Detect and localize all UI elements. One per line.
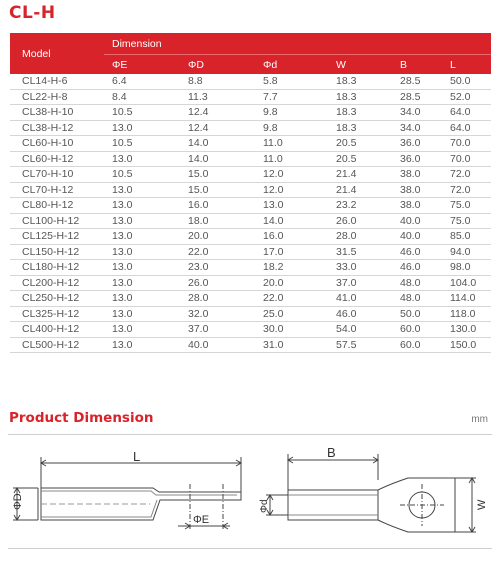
- header-model: Model: [10, 33, 104, 74]
- column-header: ΦD: [180, 55, 255, 75]
- table-row: [10, 136, 491, 152]
- dimension-cell: 15.0: [180, 182, 255, 198]
- dimension-cell: 64.0: [442, 120, 491, 136]
- dimension-cell: 36.0: [392, 151, 442, 167]
- unit-label: mm: [471, 414, 488, 425]
- dimension-cell: 85.0: [442, 229, 491, 245]
- dimension-cell: 13.0: [104, 306, 180, 322]
- dimension-cell: 13.0: [104, 120, 180, 136]
- dimension-cell: 9.8: [255, 120, 328, 136]
- table-header: [10, 33, 491, 74]
- hole-diameter-label: ΦE: [193, 514, 210, 526]
- dimension-cell: 9.8: [255, 105, 328, 121]
- dimension-cell: 8.8: [180, 74, 255, 89]
- dimension-cell: 7.7: [255, 89, 328, 105]
- column-header: L: [442, 55, 491, 75]
- table-row: [10, 151, 491, 167]
- length-label: L: [133, 449, 141, 464]
- dimension-cell: 54.0: [328, 322, 392, 338]
- dimension-cell: 26.0: [180, 275, 255, 291]
- model-cell: CL500-H-12: [10, 337, 104, 353]
- dimension-cell: 104.0: [442, 275, 491, 291]
- dimension-cell: 32.0: [180, 306, 255, 322]
- model-cell: CL60-H-12: [10, 151, 104, 167]
- dimension-cell: 38.0: [392, 182, 442, 198]
- dimension-cell: 18.3: [328, 74, 392, 89]
- column-header: Φd: [255, 55, 328, 75]
- dimension-cell: 31.5: [328, 244, 392, 260]
- section-divider: [8, 434, 492, 435]
- dimension-cell: 50.0: [392, 306, 442, 322]
- dimension-cell: 13.0: [104, 322, 180, 338]
- dimension-cell: 25.0: [255, 306, 328, 322]
- dimension-cell: 22.0: [255, 291, 328, 307]
- dimension-cell: 20.0: [255, 275, 328, 291]
- dimension-cell: 28.0: [328, 229, 392, 245]
- dimension-cell: 13.0: [104, 198, 180, 214]
- column-header: ΦE: [104, 55, 180, 75]
- dimension-cell: 10.5: [104, 105, 180, 121]
- table-row: [10, 74, 491, 89]
- dimension-cell: 130.0: [442, 322, 491, 338]
- dimension-cell: 12.0: [255, 167, 328, 183]
- dimension-cell: 14.0: [255, 213, 328, 229]
- table-row: [10, 229, 491, 245]
- dimension-cell: 6.4: [104, 74, 180, 89]
- table-row: [10, 120, 491, 136]
- dimension-cell: 14.0: [180, 151, 255, 167]
- dimension-cell: 40.0: [392, 213, 442, 229]
- dimension-cell: 11.0: [255, 151, 328, 167]
- dimension-cell: 13.0: [104, 213, 180, 229]
- column-header: B: [392, 55, 442, 75]
- table-body: [10, 74, 491, 353]
- dimension-cell: 118.0: [442, 306, 491, 322]
- dimension-cell: 72.0: [442, 182, 491, 198]
- dimension-cell: 18.0: [180, 213, 255, 229]
- dimension-cell: 11.3: [180, 89, 255, 105]
- dimension-cell: 34.0: [392, 105, 442, 121]
- dimension-cell: 30.0: [255, 322, 328, 338]
- dimension-cell: 13.0: [104, 229, 180, 245]
- dimension-cell: 13.0: [255, 198, 328, 214]
- dimension-cell: 98.0: [442, 260, 491, 276]
- table-row: [10, 260, 491, 276]
- table-row: [10, 306, 491, 322]
- dimension-cell: 41.0: [328, 291, 392, 307]
- dimension-cell: 16.0: [255, 229, 328, 245]
- dimension-cell: 18.3: [328, 120, 392, 136]
- dimension-cell: 150.0: [442, 337, 491, 353]
- dimension-cell: 64.0: [442, 105, 491, 121]
- model-cell: CL22-H-8: [10, 89, 104, 105]
- dimension-cell: 46.0: [328, 306, 392, 322]
- dimension-cell: 15.0: [180, 167, 255, 183]
- table-row: [10, 322, 491, 338]
- dimension-cell: 50.0: [442, 74, 491, 89]
- dimension-cell: 16.0: [180, 198, 255, 214]
- model-cell: CL60-H-10: [10, 136, 104, 152]
- model-cell: CL250-H-12: [10, 291, 104, 307]
- dimension-cell: 12.4: [180, 120, 255, 136]
- dimension-cell: 37.0: [328, 275, 392, 291]
- dimension-cell: 18.2: [255, 260, 328, 276]
- dimension-cell: 12.0: [255, 182, 328, 198]
- top-view-diagram: [250, 440, 495, 540]
- dimension-cell: 37.0: [180, 322, 255, 338]
- dimension-cell: 12.4: [180, 105, 255, 121]
- model-cell: CL150-H-12: [10, 244, 104, 260]
- table-row: [10, 275, 491, 291]
- barrel-length-label: B: [327, 445, 336, 460]
- dimension-cell: 114.0: [442, 291, 491, 307]
- dimension-cell: 10.5: [104, 136, 180, 152]
- dimension-cell: 60.0: [392, 337, 442, 353]
- dimension-cell: 94.0: [442, 244, 491, 260]
- table-row: [10, 89, 491, 105]
- dimension-cell: 48.0: [392, 291, 442, 307]
- width-label: W: [476, 499, 488, 510]
- dimension-cell: 75.0: [442, 213, 491, 229]
- dimension-cell: 70.0: [442, 151, 491, 167]
- dimension-cell: 52.0: [442, 89, 491, 105]
- dimension-cell: 11.0: [255, 136, 328, 152]
- model-cell: CL325-H-12: [10, 306, 104, 322]
- dimension-cell: 48.0: [392, 275, 442, 291]
- model-cell: CL200-H-12: [10, 275, 104, 291]
- dimension-cell: 13.0: [104, 260, 180, 276]
- model-cell: CL125-H-12: [10, 229, 104, 245]
- dimension-cell: 21.4: [328, 167, 392, 183]
- dimension-cell: 46.0: [392, 260, 442, 276]
- dimension-cell: 20.0: [180, 229, 255, 245]
- dimension-cell: 21.4: [328, 182, 392, 198]
- table-row: [10, 167, 491, 183]
- model-cell: CL38-H-10: [10, 105, 104, 121]
- dimension-cell: 18.3: [328, 105, 392, 121]
- dimension-cell: 5.8: [255, 74, 328, 89]
- dimension-cell: 46.0: [392, 244, 442, 260]
- dimension-cell: 38.0: [392, 167, 442, 183]
- dimension-cell: 13.0: [104, 151, 180, 167]
- model-cell: CL400-H-12: [10, 322, 104, 338]
- table-row: [10, 337, 491, 353]
- dimension-cell: 70.0: [442, 136, 491, 152]
- dimension-cell: 17.0: [255, 244, 328, 260]
- dimension-cell: 75.0: [442, 198, 491, 214]
- dimension-cell: 57.5: [328, 337, 392, 353]
- dimension-cell: 33.0: [328, 260, 392, 276]
- dimension-cell: 13.0: [104, 275, 180, 291]
- dimension-cell: 13.0: [104, 337, 180, 353]
- header-dimension: Dimension: [104, 33, 491, 55]
- bore-diameter-label: ΦD: [12, 493, 24, 510]
- table-row: [10, 182, 491, 198]
- dimension-cell: 28.5: [392, 89, 442, 105]
- dimension-cell: 18.3: [328, 89, 392, 105]
- model-cell: CL80-H-12: [10, 198, 104, 214]
- dimension-cell: 8.4: [104, 89, 180, 105]
- table-row: [10, 213, 491, 229]
- model-cell: CL180-H-12: [10, 260, 104, 276]
- dimension-cell: 13.0: [104, 182, 180, 198]
- dimension-cell: 22.0: [180, 244, 255, 260]
- dimension-cell: 40.0: [180, 337, 255, 353]
- inner-diameter-label: Φd: [259, 499, 270, 513]
- spec-table: [10, 33, 491, 353]
- model-cell: CL38-H-12: [10, 120, 104, 136]
- dimension-cell: 10.5: [104, 167, 180, 183]
- model-cell: CL14-H-6: [10, 74, 104, 89]
- model-cell: CL100-H-12: [10, 213, 104, 229]
- dimension-cell: 20.5: [328, 151, 392, 167]
- table-row: [10, 244, 491, 260]
- dimension-cell: 31.0: [255, 337, 328, 353]
- dimension-cell: 14.0: [180, 136, 255, 152]
- dimension-cell: 72.0: [442, 167, 491, 183]
- section-title: Product Dimension: [9, 410, 154, 426]
- dimension-cell: 26.0: [328, 213, 392, 229]
- dimension-cell: 38.0: [392, 198, 442, 214]
- side-view-diagram: [5, 440, 245, 540]
- dimension-cell: 40.0: [392, 229, 442, 245]
- table-row: [10, 291, 491, 307]
- page-title: CL-H: [9, 3, 56, 23]
- model-cell: CL70-H-12: [10, 182, 104, 198]
- dimension-cell: 28.0: [180, 291, 255, 307]
- dimension-cell: 13.0: [104, 291, 180, 307]
- column-header: W: [328, 55, 392, 75]
- dimension-cell: 20.5: [328, 136, 392, 152]
- dimension-cell: 36.0: [392, 136, 442, 152]
- table-row: [10, 198, 491, 214]
- dimension-cell: 23.2: [328, 198, 392, 214]
- dimension-cell: 28.5: [392, 74, 442, 89]
- dimension-cell: 13.0: [104, 244, 180, 260]
- dimension-cell: 34.0: [392, 120, 442, 136]
- dimension-cell: 60.0: [392, 322, 442, 338]
- model-cell: CL70-H-10: [10, 167, 104, 183]
- table-row: [10, 105, 491, 121]
- dimension-cell: 23.0: [180, 260, 255, 276]
- bottom-divider: [8, 548, 492, 549]
